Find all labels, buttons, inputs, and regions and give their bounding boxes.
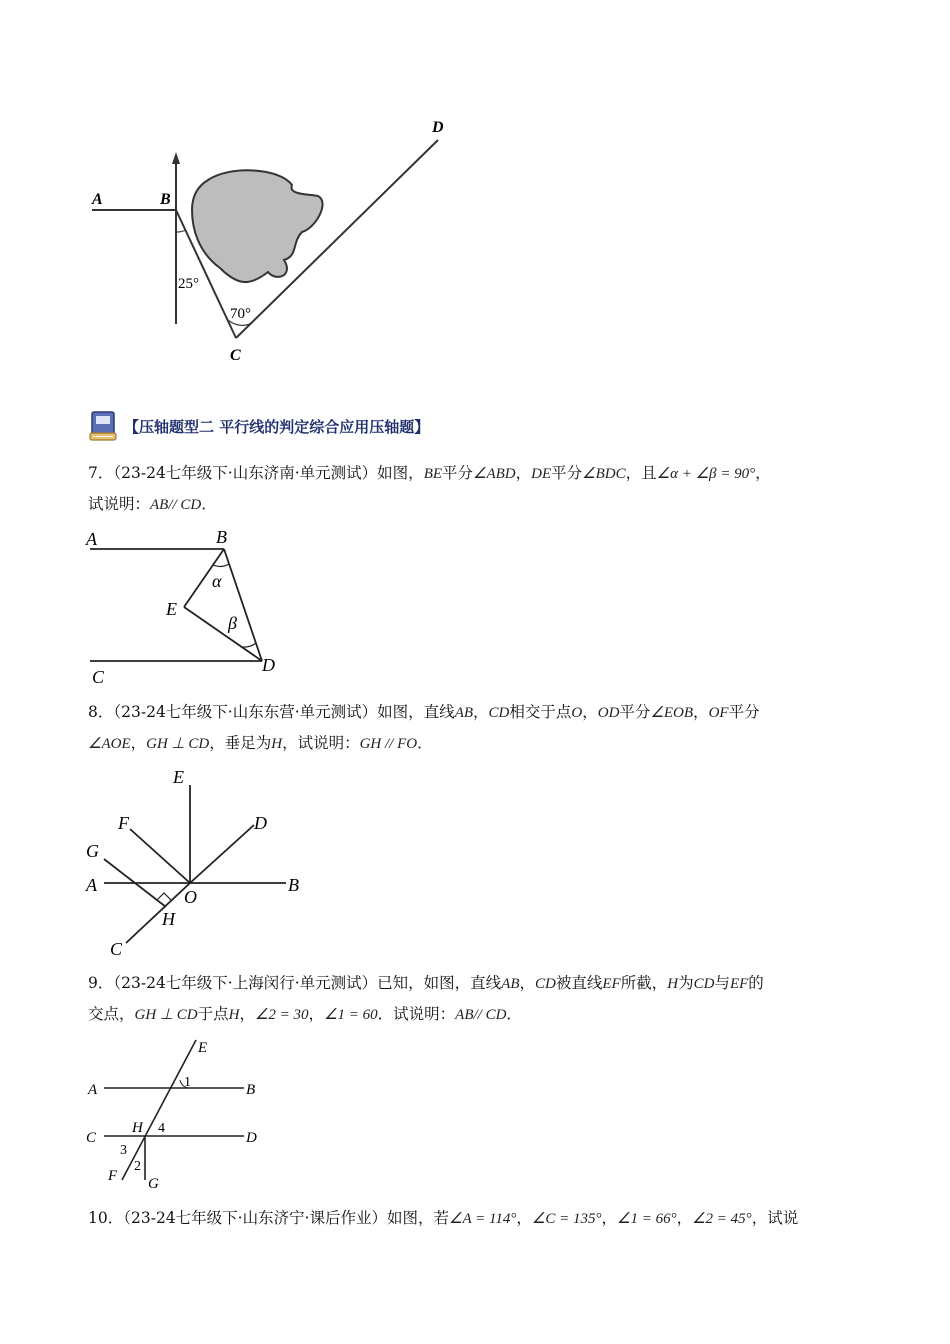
q8-t2: ，: [473, 703, 489, 721]
q8-label-E: E: [173, 767, 184, 787]
q7-m3: DE: [531, 466, 552, 482]
q10-m1: ∠A = 114°: [449, 1211, 517, 1227]
q7-t7: 试说明：: [88, 495, 151, 513]
q9-m3: EF: [602, 976, 621, 992]
section-title: 【压轴题型二 平行线的判定综合应用压轴题】: [124, 417, 430, 436]
q7-t2: 平分: [442, 464, 474, 482]
q9-t13: ．: [506, 1005, 522, 1023]
q9-t1: 已知，如图，直线: [377, 974, 502, 992]
q10-t5: ，试说: [751, 1209, 799, 1227]
question-9-text: [88, 968, 878, 1030]
q9-m11: AB// CD: [455, 1007, 507, 1023]
q8-t6: ，: [693, 703, 709, 721]
q7-m5: ∠α + ∠β = 90°: [656, 466, 756, 482]
q9-label-A: A: [88, 1082, 98, 1098]
q7-t3: ，: [515, 464, 532, 482]
figure-q7: [80, 525, 300, 690]
q10-m4: ∠2 = 45°: [692, 1211, 752, 1227]
q9-m4: H: [667, 976, 679, 992]
q7-label-A: A: [86, 529, 97, 549]
fig0-label-D: D: [432, 119, 444, 136]
q7-label-E: E: [166, 599, 177, 619]
q7-m1: BE: [423, 466, 443, 482]
q8-t9: ，垂足为: [209, 734, 272, 752]
q8-t7: 平分: [728, 703, 760, 721]
q9-label-E: E: [198, 1040, 208, 1056]
q9-t8: 交点，: [88, 1005, 135, 1023]
q8-t10: ，试说明：: [282, 734, 360, 752]
q10-m2: ∠C = 135°: [531, 1211, 602, 1227]
q7-t4: 平分: [551, 464, 583, 482]
q9-t6: 与: [714, 974, 730, 992]
q8-m4: OD: [597, 705, 620, 721]
q10-number: 10．: [88, 1209, 124, 1227]
q8-m3: O: [571, 705, 583, 721]
q8-t4: ，: [582, 703, 598, 721]
q8-m7: ∠AOE: [88, 736, 131, 752]
q9-angle-3: 3: [120, 1143, 127, 1158]
book-icon: [88, 409, 120, 443]
q9-m7: GH ⊥ CD: [134, 1007, 198, 1023]
q8-label-O: O: [184, 887, 197, 907]
q7-label-beta: β: [228, 613, 237, 633]
q8-m8: GH ⊥ CD: [146, 736, 210, 752]
q8-t1: 如图，直线: [377, 703, 455, 721]
q7-m6: AB// CD: [150, 497, 202, 513]
q9-label-G: G: [148, 1176, 159, 1192]
q7-t6: ，: [755, 464, 771, 482]
q8-label-H: H: [162, 909, 175, 929]
q9-t9: 于点: [197, 1005, 229, 1023]
q9-t7: 的: [748, 974, 764, 992]
q8-label-G: G: [86, 841, 99, 861]
q8-m2: CD: [488, 705, 510, 721]
q9-label-B: B: [246, 1082, 256, 1098]
q10-t1: 如图，若: [387, 1209, 450, 1227]
q10-source: （23-24七年级下·山东济宁·课后作业）: [123, 1209, 388, 1227]
fig0-angle-70: 70°: [230, 306, 251, 322]
q9-angle-2: 2: [134, 1159, 141, 1174]
q8-t5: 平分: [619, 703, 651, 721]
q9-angle-4: 4: [158, 1121, 165, 1136]
q8-label-F: F: [118, 813, 129, 833]
lake-shape: [192, 170, 323, 282]
q9-t2: ，: [519, 974, 536, 992]
q8-label-C: C: [110, 939, 123, 959]
q8-label-B: B: [288, 875, 299, 895]
q7-label-B: B: [216, 527, 227, 547]
fig0-label-C: C: [230, 347, 241, 364]
q7-t8: ．: [201, 495, 217, 513]
q7-t1: 如图，: [377, 464, 424, 482]
figure-lake-path: [80, 110, 480, 370]
q8-m1: AB: [454, 705, 474, 721]
section-header: [88, 408, 429, 444]
q9-label-F: F: [108, 1168, 118, 1184]
q9-angle-1: 1: [184, 1075, 191, 1090]
q9-m6: EF: [729, 976, 749, 992]
q8-m6: OF: [708, 705, 729, 721]
q8-m9: H: [271, 736, 283, 752]
q9-source: （23-24七年级下·上海闵行·单元测试）: [113, 974, 378, 992]
q7-source: （23-24七年级下·山东济南·单元测试）: [113, 464, 378, 482]
q8-m10: GH // FO: [359, 736, 418, 752]
q9-t4: 所截，: [620, 974, 668, 992]
q9-label-D: D: [246, 1130, 257, 1146]
q8-t11: ．: [417, 734, 433, 752]
q9-t10: ，: [239, 1005, 255, 1023]
q9-label-C: C: [86, 1130, 97, 1146]
q7-label-alpha: α: [212, 571, 222, 591]
question-8-text: [88, 697, 878, 759]
q8-number: 8．: [88, 703, 114, 721]
q10-t4: ，: [676, 1209, 693, 1227]
q8-t8: ，: [130, 734, 147, 752]
q7-label-C: C: [92, 667, 105, 687]
q8-label-A: A: [86, 875, 97, 895]
fig0-label-A: A: [92, 191, 103, 208]
q7-number: 7．: [88, 464, 114, 482]
question-10-text: [88, 1203, 878, 1234]
q9-label-H: H: [132, 1120, 143, 1136]
q9-t3: 被直线: [555, 974, 603, 992]
q10-m3: ∠1 = 66°: [617, 1211, 677, 1227]
q9-t11: ，: [308, 1005, 325, 1023]
q9-m10: ∠1 = 60: [324, 1007, 378, 1023]
q9-m1: AB: [501, 976, 520, 992]
q8-label-D: D: [254, 813, 267, 833]
fig0-angle-25: 25°: [178, 276, 199, 292]
q10-t2: ，: [516, 1209, 532, 1227]
q7-label-D: D: [262, 655, 275, 675]
q7-t5: ，且: [625, 464, 657, 482]
q9-number: 9．: [88, 974, 114, 992]
q8-m5: ∠EOB: [650, 705, 694, 721]
q9-m5: CD: [693, 976, 715, 992]
question-7-text: [88, 458, 878, 520]
q9-m2: CD: [535, 976, 556, 992]
q8-source: （23-24七年级下·山东东营·单元测试）: [113, 703, 378, 721]
q7-m2: ∠ABD: [473, 466, 516, 482]
q9-m9: ∠2 = 30: [254, 1007, 309, 1023]
q9-t12: ．试说明：: [377, 1005, 456, 1023]
figure-q9: [80, 1034, 280, 1194]
q9-m8: H: [228, 1007, 240, 1023]
q7-m4: ∠BDC: [582, 466, 626, 482]
q10-t3: ，: [601, 1209, 618, 1227]
fig0-label-B: B: [160, 191, 171, 208]
q9-t5: 为: [678, 974, 694, 992]
q8-t3: 相交于点: [509, 703, 572, 721]
figure-q8: [80, 763, 320, 963]
